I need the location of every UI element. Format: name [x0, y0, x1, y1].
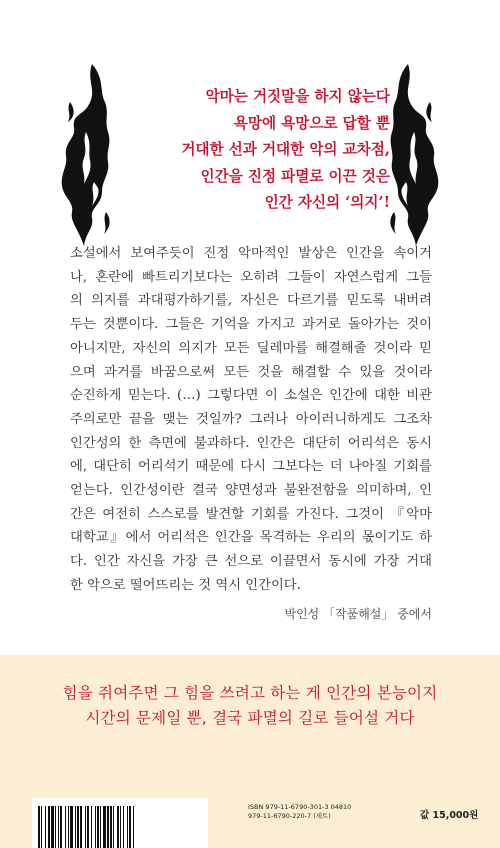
isbn-block: [248, 803, 351, 821]
barcode-icon: [36, 806, 204, 848]
tagline-line: 시간의 문제일 뿐, 결국 파멸의 길로 들어설 거다: [85, 709, 415, 727]
excerpt-line: 주의로만 끝을 맺는 것일까? 그러나 아이러니하게도 그조차: [70, 411, 432, 427]
excerpt-line: 의 의지를 과대평가하기를, 자신은 다르기를 믿도록 내버려: [70, 293, 432, 309]
tagline-block: [30, 681, 470, 731]
isbn-set-line: 979-11-6790-220-7 (세트): [248, 812, 331, 820]
excerpt-line: 간은 여전히 스스로를 발견할 기회를 가진다. 그것이 『악마: [70, 506, 432, 522]
excerpt-line: 인간성의 한 측면에 불과하다. 인간은 대단히 어리석은 동시: [70, 435, 432, 451]
excerpt-paragraph: [70, 242, 432, 598]
price-label: 값 15,000원: [420, 810, 479, 821]
excerpt-line: 소설에서 보여주듯이 진정 악마적인 발상은 인간을 속이거: [70, 246, 432, 261]
headline-line: 악마는 거짓말을 하지 않는다: [205, 88, 390, 105]
headline-line: 인간을 진정 파멸로 이끈 것은: [200, 167, 390, 185]
barcode-area: [32, 798, 208, 848]
excerpt-line: 얻는다. 인간성이란 결국 양면성과 불완전함을 의미하며, 인: [70, 483, 432, 499]
excerpt-line: 으며 과거를 바꿈으로써 모든 것을 해결할 수 있을 것이라: [70, 364, 432, 380]
headline-line: 거대한 선과 거대한 악의 교차점,: [181, 141, 390, 158]
cover-lower-section: [0, 655, 500, 848]
isbn-line: ISBN 979-11-6790-301-3 04810: [248, 803, 352, 811]
flame-right-icon: [386, 62, 442, 247]
excerpt-line: 다. 인간 자신을 가장 큰 선으로 이끌면서 동시에 가장 거대: [70, 554, 432, 570]
headline-block: [110, 84, 390, 217]
headline-line: 욕망에 욕망으로 답할 뿐: [233, 114, 390, 132]
flame-left-icon: [58, 62, 114, 247]
headline-line: 인간 자신의 ‘의지’!: [264, 194, 390, 211]
tagline-line: 힘을 쥐여주면 그 힘을 쓰려고 하는 게 인간의 본능이지: [62, 684, 438, 702]
excerpt-line: 한 악으로 떨어뜨리는 것 역시 인간이다.: [70, 577, 301, 593]
excerpt-line: 에, 대단히 어리석기 때문에 다시 그보다는 더 나아질 기회를: [70, 459, 432, 475]
excerpt-line: 아니지만, 자신의 의지가 모든 딜레마를 해결해줄 것이라 믿: [70, 340, 432, 356]
excerpt-attribution: 박인성 「작품해설」 중에서: [284, 607, 432, 621]
excerpt-line: 나, 혼란에 빠트리기보다는 오히려 그들이 자연스럽게 그들: [70, 269, 432, 285]
excerpt-line: 대학교』에서 어리석은 인간을 목격하는 우리의 몫이기도 하: [70, 530, 432, 546]
excerpt-line: 두는 것뿐이다. 그들은 기억을 가지고 과거로 돌아가는 것이: [70, 317, 432, 333]
excerpt-line: 순진하게 믿는다. (…) 그렇다면 이 소설은 인간에 대한 비관: [70, 388, 432, 404]
